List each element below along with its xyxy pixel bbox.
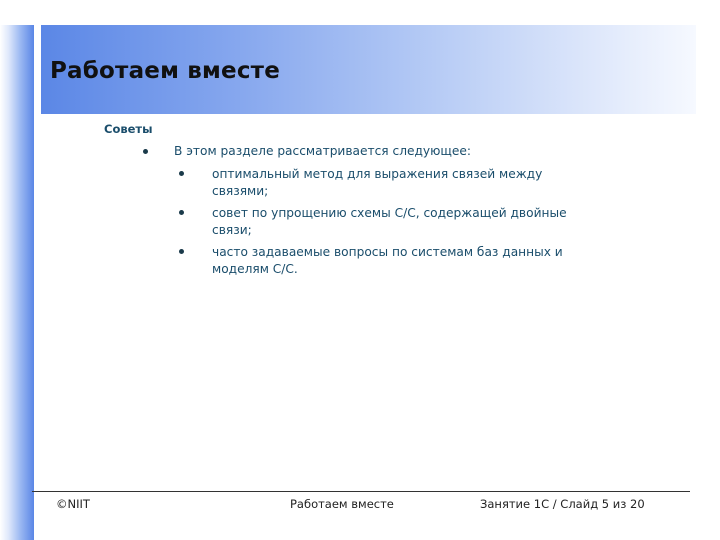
footer-copyright: ©NIIT (56, 497, 90, 511)
list-item (104, 244, 592, 278)
bullet-dot-icon (179, 171, 184, 176)
bullet-dot-icon (179, 210, 184, 215)
list-item-text: оптимальный метод для выражения связей между связями; (212, 167, 543, 198)
list-item (104, 166, 592, 200)
section-heading: Советы (104, 122, 153, 136)
list-item (104, 205, 592, 239)
intro-text: В этом разделе рассматривается следующее: (174, 144, 471, 158)
list-item-text: совет по упрощению схемы С/С, содержащей двойные связи; (212, 206, 567, 237)
slide-title: Работаем вместе (50, 58, 281, 84)
slide-content (104, 122, 694, 283)
list-item-text: часто задаваемые вопросы по системам баз данных и моделям С/С. (212, 245, 563, 276)
left-gradient-bar (0, 25, 34, 540)
bullet-dot-icon (143, 149, 148, 154)
bullet-dot-icon (179, 249, 184, 254)
intro-bullet-item (104, 144, 694, 166)
footer-slide-number: Занятие 1C / Слайд 5 из 20 (480, 497, 645, 511)
footer-title: Работаем вместе (290, 497, 394, 511)
footer-divider (32, 491, 690, 492)
